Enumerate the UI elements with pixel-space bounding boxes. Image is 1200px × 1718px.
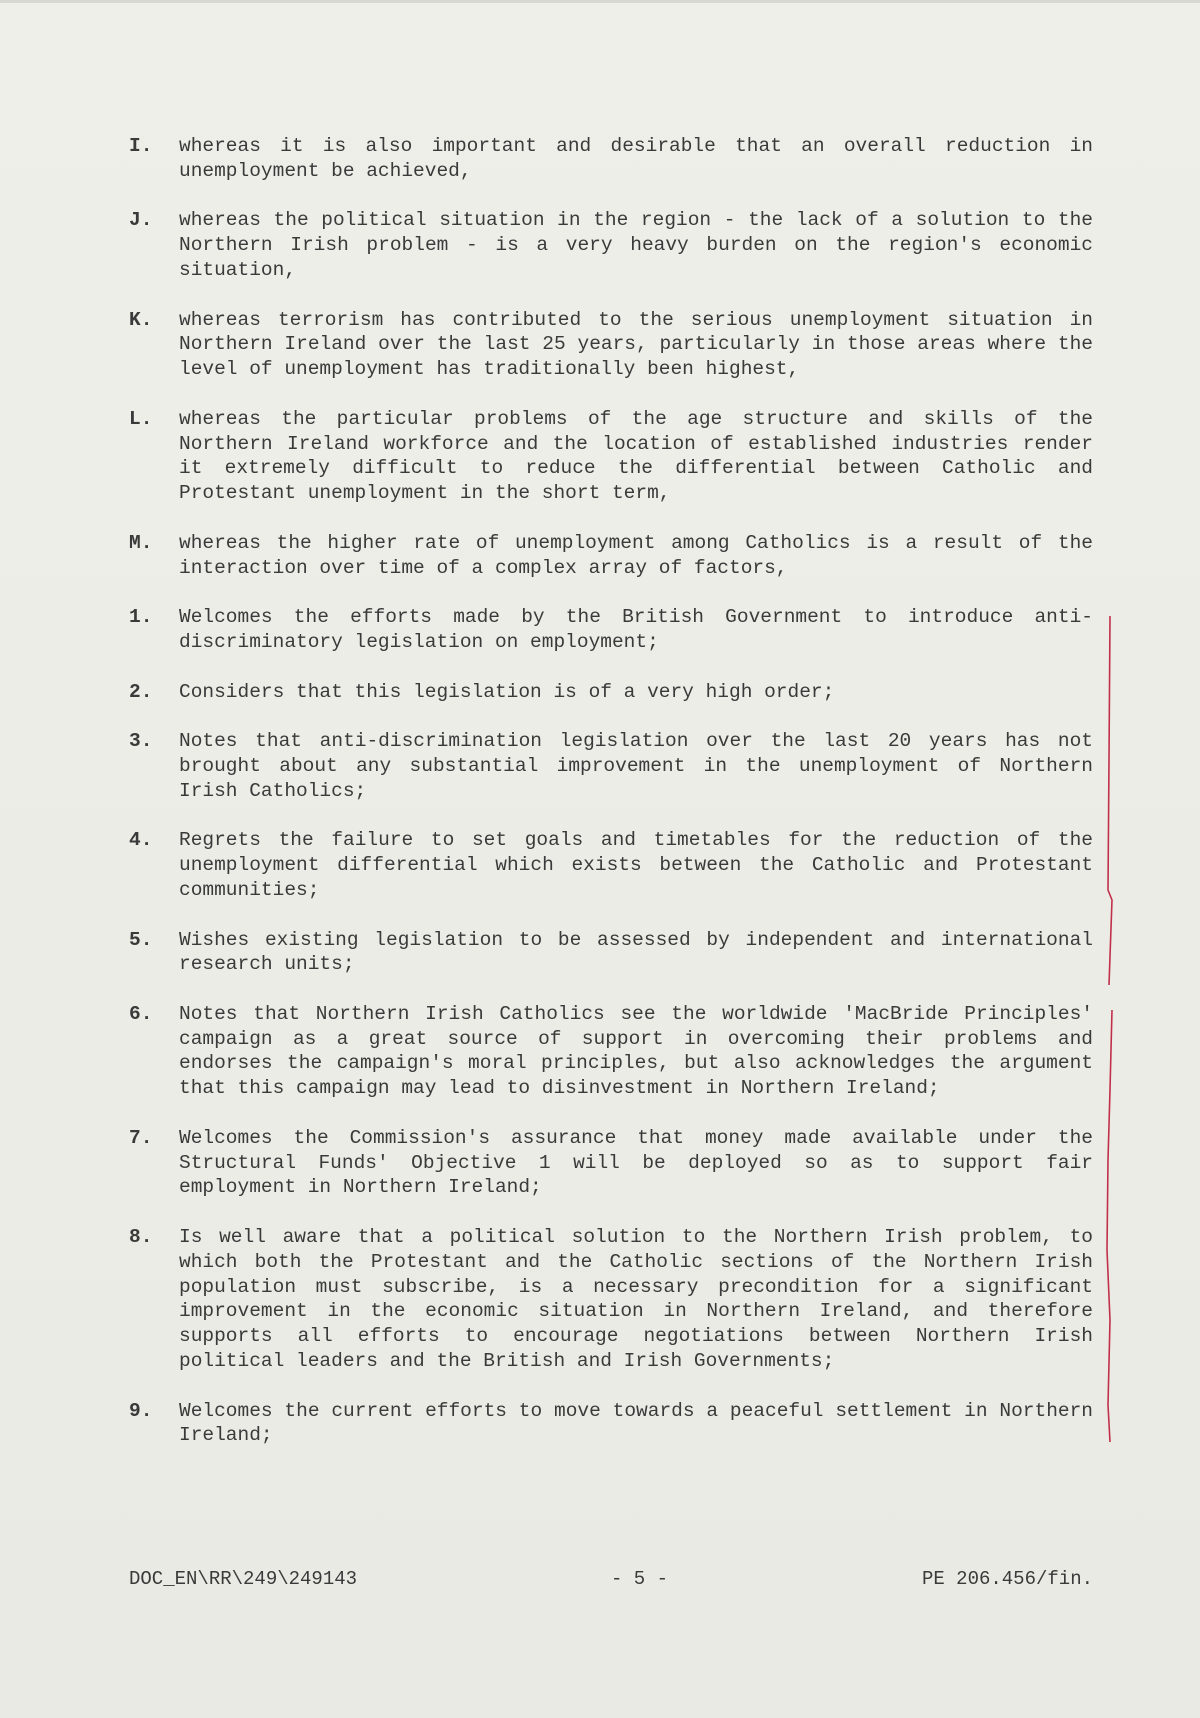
item-text: Notes that anti-discrimination legislation over the last 20 years has not brought about any substantial improvement in the unemployment of Northern Irish Catholics; [179, 730, 1093, 802]
item-text: Welcomes the efforts made by the British Government to introduce anti-discriminatory legislation on employment; [179, 606, 1093, 653]
document-reference: DOC_EN\RR\249\249143 [129, 1568, 358, 1590]
item-text: whereas the particular problems of the age structure and skills of the Northern Ireland workforce and the location of established industries render it extremely difficult to reduce the differential between Catholic and Protestant unemployment in the short term, [179, 407, 1093, 505]
item-text: whereas the higher rate of unemployment among Catholics is a result of the interaction over time of a complex array of factors, [179, 531, 1093, 579]
item-text: whereas the political situation in the region - the lack of a solution to the Northern Irish problem - is a very heavy burden on the region's economic situation, [179, 209, 1093, 281]
item-label: 6. [129, 1002, 153, 1025]
item-label: 2. [129, 680, 153, 703]
item-label: 8. [129, 1226, 153, 1249]
item-text: Regrets the failure to set goals and timetables for the reduction of the unemployment differential which exists between the Catholic and Protestant communities; [179, 829, 1093, 901]
item-label: L. [129, 407, 153, 430]
item-label: 1. [129, 606, 153, 629]
page-number: - 5 - [611, 1568, 669, 1590]
item-label: 5. [129, 928, 153, 951]
pe-reference: PE 206.456/fin. [921, 1568, 1093, 1590]
item-text: Welcomes the Commission's assurance that money made available under the Structural Funds' Objective 1 will be deployed so as to support fair employment in Northern Ireland; [179, 1126, 1093, 1199]
item-label: 9. [129, 1399, 153, 1422]
item-text: Welcomes the current efforts to move towards a peaceful settlement in Northern Ireland; [179, 1399, 1093, 1447]
item-label: 4. [129, 829, 153, 852]
page-footer [129, 1568, 1093, 1590]
item-text: whereas terrorism has contributed to the serious unemployment situation in Northern Ireland over the last 25 years, particularly in those areas where the level of unemployment has traditionally been highest, [179, 308, 1093, 381]
item-text: Considers that this legislation is of a very high order; [179, 680, 835, 703]
item-text: Notes that Northern Irish Catholics see the worldwide 'MacBride Principles' campaign as a great source of support in overcoming their problems and endorses the campaign's moral principles, but also acknowledges the argument that this campaign may lead to disinvestment in Northern Ireland; [179, 1002, 1093, 1100]
item-text: whereas it is also important and desirable that an overall reduction in unemployment be achieved, [179, 135, 1093, 182]
item-label: K. [129, 308, 153, 331]
item-label: 7. [129, 1126, 153, 1149]
item-text: Wishes existing legislation to be assessed by independent and international research units; [179, 928, 1093, 976]
item-label: J. [129, 209, 153, 232]
item-label: 3. [129, 730, 153, 753]
item-label: I. [129, 135, 153, 157]
item-text: Is well aware that a political solution to the Northern Irish problem, to which both the Protestant and the Catholic sections of the Northern Irish population must subscribe, is a necessary precondition for a significant improvement in the economic situation in Northern Ireland, and therefore supports all efforts to encourage negotiations between Northern Irish political leaders and the British and Irish Governments; [179, 1226, 1093, 1373]
item-label: M. [129, 531, 153, 554]
